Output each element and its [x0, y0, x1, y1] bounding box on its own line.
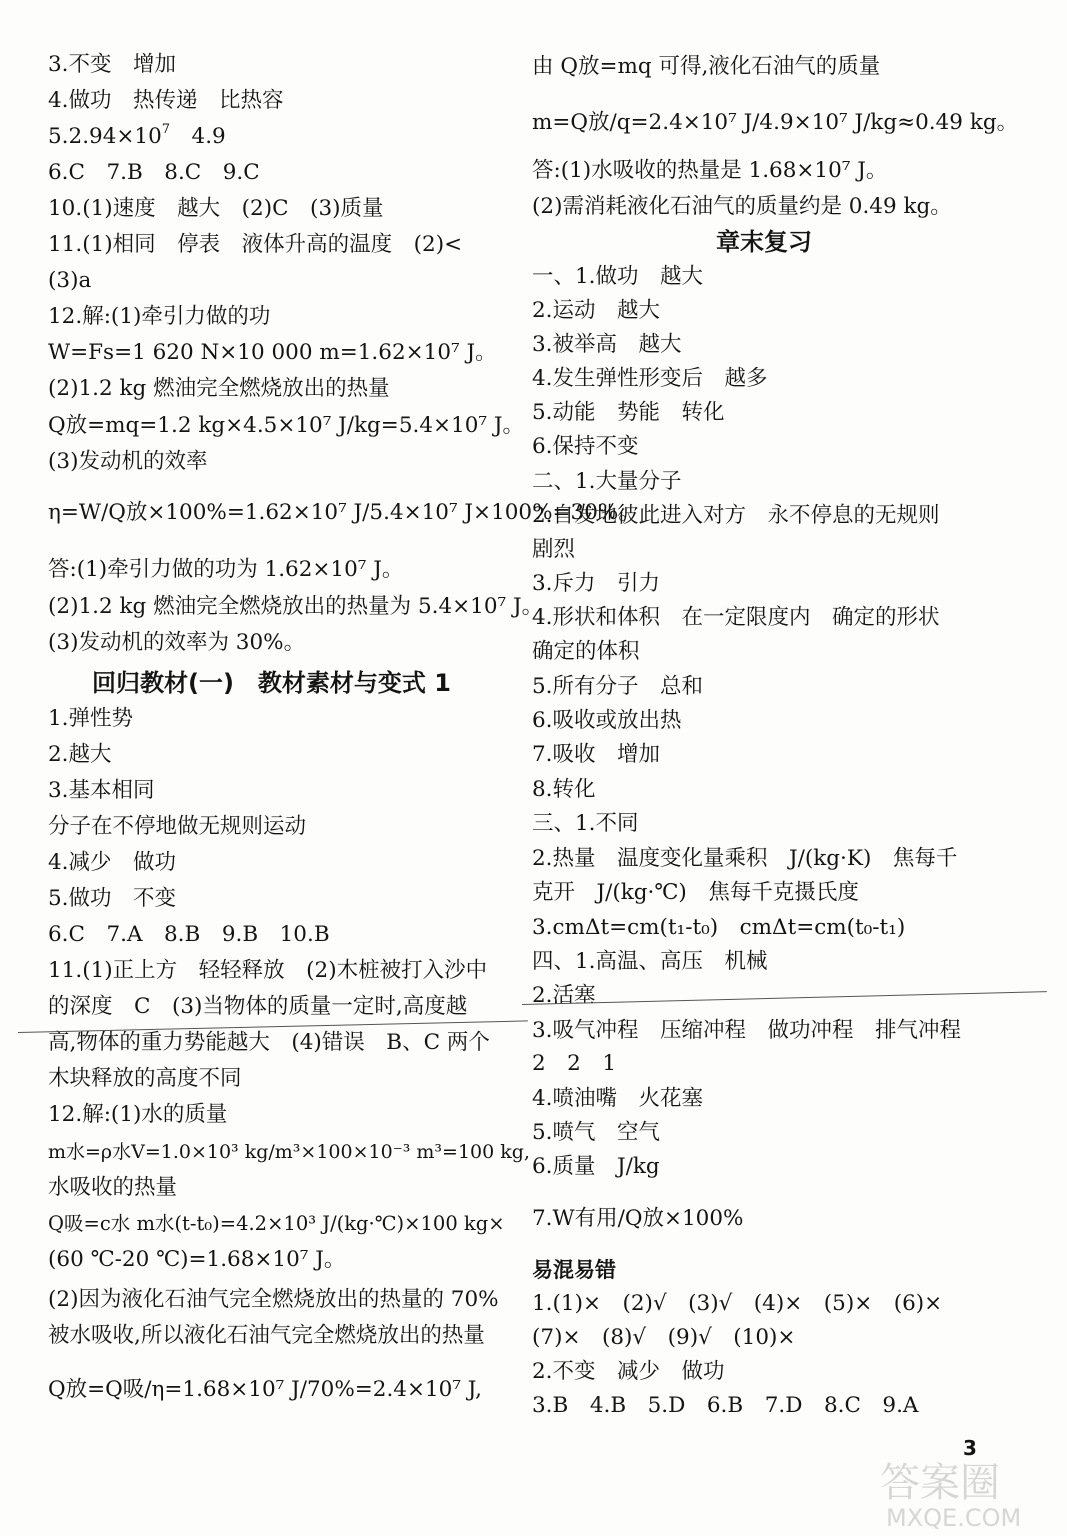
answer-line: 3.B 4.B 5.D 6.B 7.D 8.C 9.A [532, 1393, 919, 1418]
answer-line: 4.发生弹性形变后 越多 [532, 366, 768, 391]
answer-line: 3.基本相同 [48, 778, 155, 803]
answer-line: 11.(1)正上方 轻轻释放 (2)木桩被打入沙中 [48, 958, 488, 983]
answer-line: 2.自发地彼此进入对方 永不停息的无规则 [532, 503, 940, 528]
formula-line: 3.cmΔt=cm(t₁-t₀) cmΔt=cm(t₀-t₁) [532, 915, 906, 940]
answer-line: 木块释放的高度不同 [48, 1066, 242, 1091]
svg-text:答案圈: 答案圈 [880, 1460, 1000, 1506]
answer-line: (2)1.2 kg 燃油完全燃烧放出的热量为 5.4×10⁷ J。 [48, 594, 544, 619]
answer-line: 12.解:(1)水的质量 [48, 1102, 228, 1127]
answer-line: 5.喷气 空气 [532, 1120, 661, 1145]
answer-line: 答:(1)牵引力做的功为 1.62×10⁷ J。 [48, 557, 404, 582]
answer-line: 被水吸收,所以液化石油气完全燃烧放出的热量 [48, 1323, 485, 1348]
answer-line: (7)× (8)√ (9)√ (10)× [532, 1325, 796, 1350]
answer-line: 12.解:(1)牵引力做的功 [48, 304, 271, 329]
answer-line: 3.不变 增加 [48, 52, 177, 77]
answer-line: (3)发动机的效率为 30%。 [48, 630, 306, 655]
answer-line: 5.所有分子 总和 [532, 674, 704, 699]
answer-line: 答:(1)水吸收的热量是 1.68×10⁷ J。 [532, 158, 888, 183]
answer-line: 2.运动 越大 [532, 298, 661, 323]
answer-line: 3.斥力 引力 [532, 571, 661, 596]
answer-line: 10.(1)速度 越大 (2)C (3)质量 [48, 196, 384, 221]
section-heading: 章末复习 [716, 228, 812, 256]
page-number: 3 [963, 1436, 977, 1460]
answer-line: 由 Q放=mq 可得,液化石油气的质量 [532, 54, 881, 79]
answer-line: 高,物体的重力势能越大 (4)错误 B、C 两个 [48, 1030, 490, 1055]
answer-line: 分子在不停地做无规则运动 [48, 814, 307, 839]
svg-text:MXQE.COM: MXQE.COM [886, 1504, 1022, 1532]
answer-line: 11.(1)相同 停表 液体升高的温度 (2)< [48, 232, 463, 257]
answer-line: (2)需消耗液化石油气的质量约是 0.49 kg。 [532, 194, 952, 219]
answer-line: 4.喷油嘴 火花塞 [532, 1086, 704, 1111]
answer-line: 4.做功 热传递 比热容 [48, 88, 284, 113]
answer-line: $5.2.94\times 10^7$ 4.9 [48, 122, 226, 149]
answer-line: 2.热量 温度变化量乘积 J/(kg·K) 焦每千 [532, 846, 958, 871]
answer-line: (2)1.2 kg 燃油完全燃烧放出的热量 [48, 376, 390, 401]
formula-line: η=W/Q放×100%=1.62×10⁷ J/5.4×10⁷ J×100%=30%。 [48, 500, 640, 525]
answer-line: 2.越大 [48, 742, 112, 767]
crease-line [522, 991, 1047, 1005]
answer-line: 6.吸收或放出热 [532, 708, 682, 733]
answer-line: 4.形状和体积 在一定限度内 确定的形状 [532, 605, 940, 630]
answer-line: (3)a [48, 268, 92, 293]
answer-line: 2.活塞 [532, 983, 596, 1008]
watermark-logo [872, 1452, 1062, 1532]
answer-line: 一、1.做功 越大 [532, 264, 704, 289]
answer-line: 7.吸收 增加 [532, 742, 661, 767]
answer-line: 6.C 7.A 8.B 9.B 10.B [48, 922, 330, 947]
formula-line: m=Q放/q=2.4×10⁷ J/4.9×10⁷ J/kg≈0.49 kg。 [532, 110, 1019, 135]
answer-line: 4.减少 做功 [48, 850, 177, 875]
answer-line: 6.保持不变 [532, 434, 639, 459]
answer-line: 3.被举高 越大 [532, 332, 682, 357]
answer-line: 四、1.高温、高压 机械 [532, 949, 768, 974]
answer-line: 的深度 C (3)当物体的质量一定时,高度越 [48, 994, 468, 1019]
formula-line: W=Fs=1 620 N×10 000 m=1.62×10⁷ J。 [48, 340, 497, 365]
answer-line: (3)发动机的效率 [48, 449, 208, 474]
answer-line: 克开 J/(kg·℃) 焦每千克摄氏度 [532, 880, 859, 905]
answer-line: 3.吸气冲程 压缩冲程 做功冲程 排气冲程 [532, 1018, 962, 1043]
section-heading: 回归教材(一) 教材素材与变式 1 [92, 669, 451, 697]
answer-line: (2)因为液化石油气完全燃烧放出的热量的 70% [48, 1287, 499, 1312]
answer-line: 5.动能 势能 转化 [532, 400, 725, 425]
answer-line: 1.弹性势 [48, 706, 134, 731]
answer-line: 剧烈 [532, 537, 576, 562]
answer-line: 1.(1)× (2)√ (3)√ (4)× (5)× (6)× [532, 1291, 943, 1316]
formula-line: m水=ρ水V=1.0×10³ kg/m³×100×10⁻³ m³=100 kg, [48, 1141, 530, 1163]
answer-line: 2 2 1 [532, 1051, 617, 1076]
formula-line: Q吸=c水 m水(t-t₀)=4.2×10³ J/(kg·℃)×100 kg× [48, 1212, 505, 1235]
answer-line: 8.转化 [532, 777, 596, 802]
answer-line: 二、1.大量分子 [532, 469, 682, 494]
answer-line: 2.不变 减少 做功 [532, 1359, 725, 1384]
answer-line: 水吸收的热量 [48, 1175, 178, 1200]
answer-line: 三、1.不同 [532, 811, 639, 836]
answer-line: 5.做功 不变 [48, 886, 177, 911]
formula-line: (60 ℃-20 ℃)=1.68×10⁷ J。 [48, 1247, 346, 1272]
formula-line: Q放=Q吸/η=1.68×10⁷ J/70%=2.4×10⁷ J, [48, 1377, 482, 1402]
answer-line: 确定的体积 [532, 639, 640, 664]
formula-line: 7.W有用/Q放×100% [532, 1206, 744, 1231]
answer-line: 6.C 7.B 8.C 9.C [48, 160, 260, 185]
answer-line: 6.质量 J/kg [532, 1154, 660, 1179]
section-heading: 易混易错 [532, 1258, 616, 1282]
formula-line: Q放=mq=1.2 kg×4.5×10⁷ J/kg=5.4×10⁷ J。 [48, 413, 524, 438]
